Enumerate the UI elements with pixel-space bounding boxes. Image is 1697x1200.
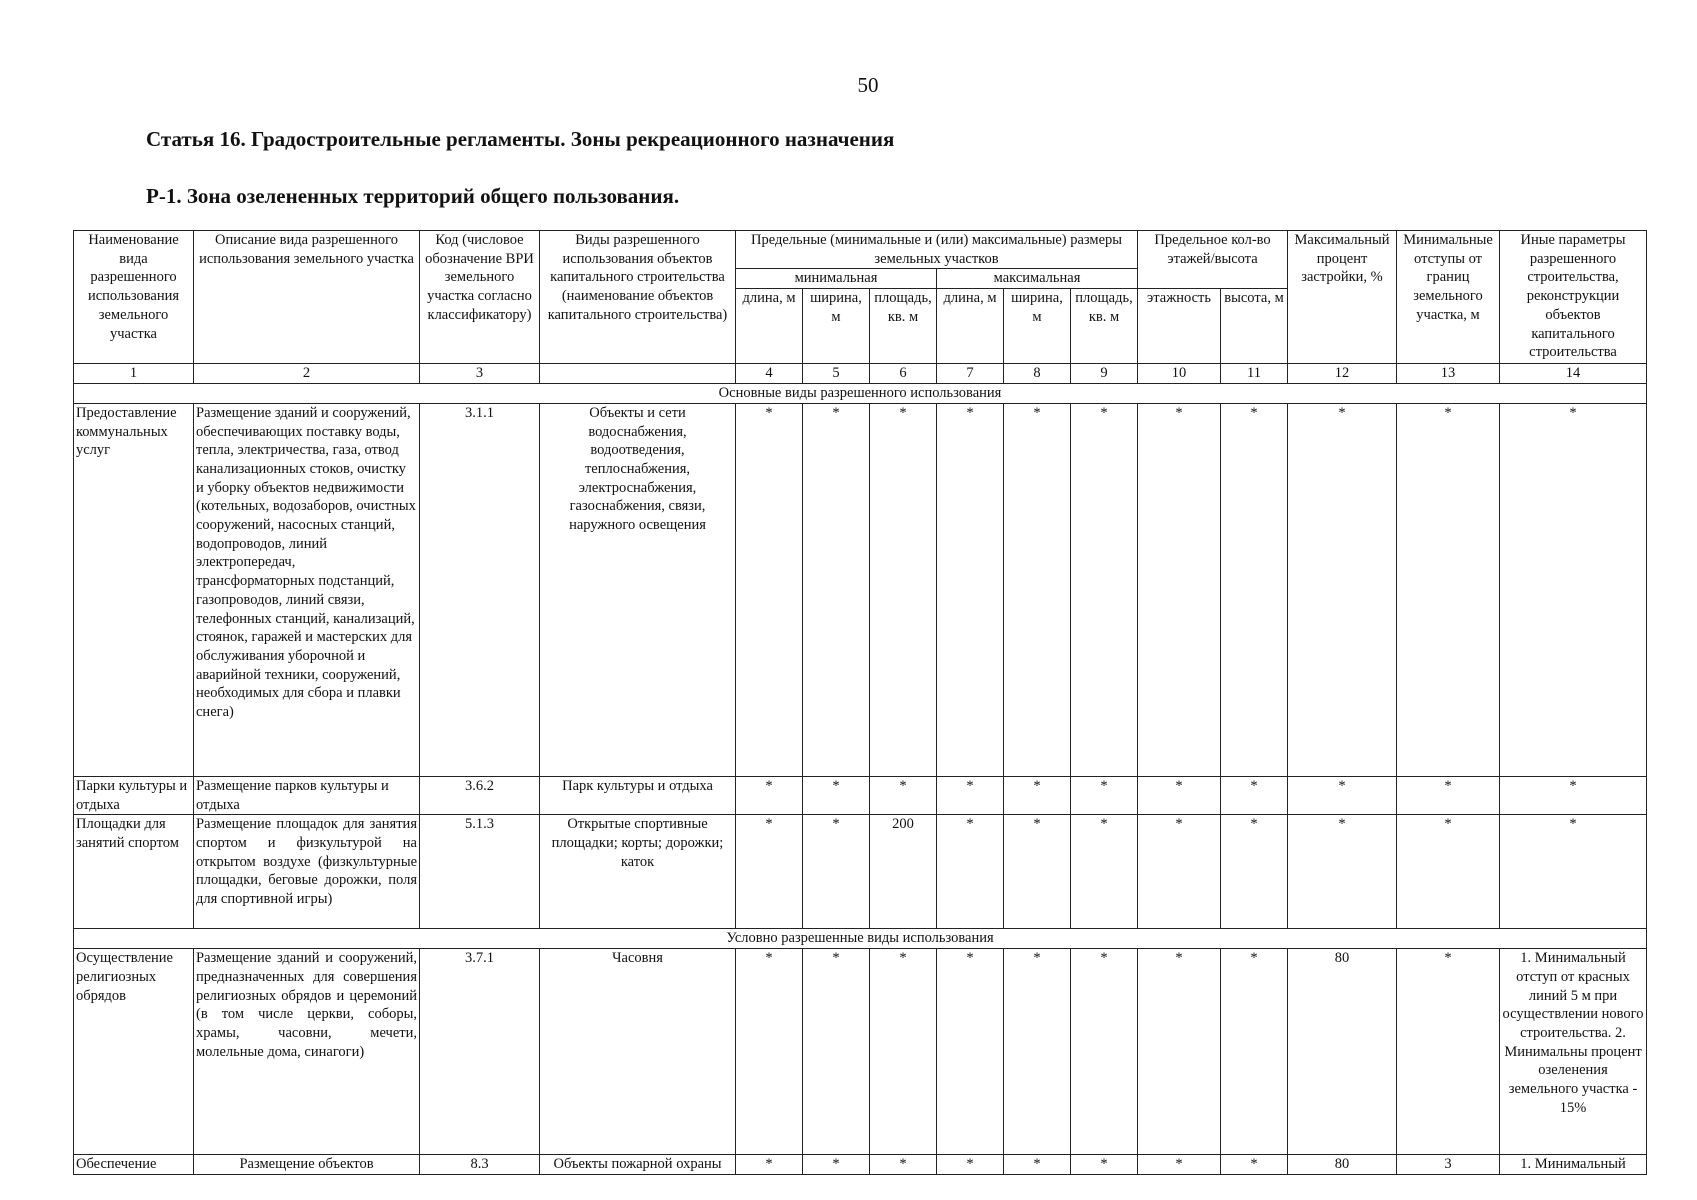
row-description: Размещение площадок для занятия спортом и физкультурой на открытом воздухе (физкультурные площадки, беговые дорожки, поля для спортивной игры) [194, 815, 420, 929]
row-description: Размещение зданий и сооружений, предназначенных для совершения религиозных обрядов и церемоний (в том числе церкви, соборы, храмы, часовни, мечети, молельные дома, синагоги) [194, 949, 420, 1155]
row-name: Парки культуры и отдыха [74, 776, 194, 814]
column-number [540, 364, 736, 384]
row-description: Размещение объектов [194, 1155, 420, 1175]
row-value: * [1004, 1155, 1071, 1175]
row-value: * [870, 949, 937, 1155]
row-value: * [1288, 815, 1397, 929]
row-code: 5.1.3 [420, 815, 540, 929]
row-value: * [1071, 1155, 1138, 1175]
row-value: * [1004, 776, 1071, 814]
row-value: * [1004, 949, 1071, 1155]
row-value: * [1138, 815, 1221, 929]
row-value: * [1221, 1155, 1288, 1175]
column-numbers-row [74, 364, 1647, 384]
zone-title: Р-1. Зона озелененных территорий общего пользования. [146, 184, 680, 208]
row-code: 3.6.2 [420, 776, 540, 814]
row-code: 8.3 [420, 1155, 540, 1175]
row-name: Предоставление коммунальных услуг [74, 403, 194, 776]
header-height: высота, м [1221, 289, 1288, 364]
row-value: * [803, 403, 870, 776]
row-value: * [1138, 1155, 1221, 1175]
row-value: * [1500, 403, 1647, 776]
header-min-area: площадь, кв. м [870, 289, 937, 364]
header-max-percent: Максимальный процент застройки, % [1288, 231, 1397, 364]
row-name: Обеспечение [74, 1155, 194, 1175]
header-min: минимальная [736, 269, 937, 289]
row-value: 3 [1397, 1155, 1500, 1175]
row-value: * [1397, 949, 1500, 1155]
table-row [74, 776, 1647, 814]
section-main: Основные виды разрешенного использования [74, 383, 1647, 403]
header-max-width: ширина, м [1004, 289, 1071, 364]
table-row [74, 1155, 1647, 1175]
column-number: 9 [1071, 364, 1138, 384]
row-value: * [803, 776, 870, 814]
row-value: * [1500, 776, 1647, 814]
row-value: * [1397, 403, 1500, 776]
header-max-area: площадь, кв. м [1071, 289, 1138, 364]
row-value: * [1221, 403, 1288, 776]
row-value: * [736, 1155, 803, 1175]
row-value: * [1138, 776, 1221, 814]
row-value: * [736, 949, 803, 1155]
page-number: 50 [857, 73, 879, 97]
row-value: * [1071, 776, 1138, 814]
column-number: 4 [736, 364, 803, 384]
row-value: * [1071, 815, 1138, 929]
row-value: * [1004, 815, 1071, 929]
row-objects: Парк культуры и отдыха [540, 776, 736, 814]
header-max-length: длина, м [937, 289, 1004, 364]
row-value: * [870, 776, 937, 814]
row-name: Площадки для занятий спортом [74, 815, 194, 929]
row-value: * [937, 949, 1004, 1155]
row-value: 200 [870, 815, 937, 929]
column-number: 12 [1288, 364, 1397, 384]
row-value: * [1397, 776, 1500, 814]
row-objects: Часовня [540, 949, 736, 1155]
table-row [74, 403, 1647, 776]
article-title: Статья 16. Градостроительные регламенты. Зоны рекреационного назначения [146, 127, 895, 151]
header-floors-height: Предельное кол-во этажей/высота [1138, 231, 1288, 289]
row-description: Размещение зданий и сооружений, обеспечивающих поставку воды, тепла, электричества, газа, отвод канализационных стоков, очистку и уборку объектов недвижимости (котельных, водозаборов, очистных сооружений, насосных станций, водопроводов, линий электропередач, трансформаторных подстанций, газопроводов, линий связи, телефонных станций, канализаций, стоянок, гаражей и мастерских для обслуживания уборочной и аварийной техники, сооружений, необходимых для сбора и плавки снега) [194, 403, 420, 776]
row-value: * [736, 776, 803, 814]
header-limits: Предельные (минимальные и (или) максимальные) размеры земельных участков [736, 231, 1138, 269]
regulations-table [73, 230, 1647, 1175]
row-value: 80 [1288, 949, 1397, 1155]
row-code: 3.7.1 [420, 949, 540, 1155]
header-min-width: ширина, м [803, 289, 870, 364]
column-number: 3 [420, 364, 540, 384]
row-value: * [1500, 815, 1647, 929]
row-value: * [937, 1155, 1004, 1175]
header-other-params: Иные параметры разрешенного строительства, реконструкции объектов капитального строительства [1500, 231, 1647, 364]
section-conditional: Условно разрешенные виды использования [74, 929, 1647, 949]
row-value: * [1221, 776, 1288, 814]
row-value: * [937, 403, 1004, 776]
column-number: 13 [1397, 364, 1500, 384]
row-value: 1. Минимальный отступ от красных линий 5 м при осуществлении нового строительства. 2. Минимальны процент озеленения земельного участка - 15% [1500, 949, 1647, 1155]
row-value: * [1221, 815, 1288, 929]
row-description: Размещение парков культуры и отдыха [194, 776, 420, 814]
row-value: * [1071, 403, 1138, 776]
row-value: * [736, 403, 803, 776]
row-value: * [1004, 403, 1071, 776]
header-max: максимальная [937, 269, 1138, 289]
row-value: * [1138, 949, 1221, 1155]
header-objects: Виды разрешенного использования объектов капитального строительства (наименование объектов капитального строительства) [540, 231, 736, 364]
row-value: * [1071, 949, 1138, 1155]
row-value: * [1397, 815, 1500, 929]
row-value: * [736, 815, 803, 929]
row-value: * [1138, 403, 1221, 776]
row-value: * [1221, 949, 1288, 1155]
column-number: 6 [870, 364, 937, 384]
header-min-setback: Минимальные отступы от границ земельного участка, м [1397, 231, 1500, 364]
row-value: * [1288, 403, 1397, 776]
header-floors: этажность [1138, 289, 1221, 364]
column-number: 2 [194, 364, 420, 384]
row-objects: Объекты и сети водоснабжения, водоотведения, теплоснабжения, электроснабжения, газоснабжения, связи, наружного освещения [540, 403, 736, 776]
row-name: Осуществление религиозных обрядов [74, 949, 194, 1155]
header-min-length: длина, м [736, 289, 803, 364]
header-description: Описание вида разрешенного использования земельного участка [194, 231, 420, 364]
table-row [74, 949, 1647, 1155]
row-objects: Объекты пожарной охраны [540, 1155, 736, 1175]
row-value: * [803, 815, 870, 929]
column-number: 10 [1138, 364, 1221, 384]
row-value: * [937, 815, 1004, 929]
row-code: 3.1.1 [420, 403, 540, 776]
column-number: 7 [937, 364, 1004, 384]
column-number: 14 [1500, 364, 1647, 384]
row-value: * [803, 949, 870, 1155]
row-value: * [937, 776, 1004, 814]
row-value: 80 [1288, 1155, 1397, 1175]
row-value: * [870, 1155, 937, 1175]
column-number: 1 [74, 364, 194, 384]
column-number: 5 [803, 364, 870, 384]
row-value: * [870, 403, 937, 776]
column-number: 11 [1221, 364, 1288, 384]
header-code: Код (числовое обозначение ВРИ земельного участка согласно классификатору) [420, 231, 540, 364]
table-row [74, 815, 1647, 929]
column-number: 8 [1004, 364, 1071, 384]
row-value: 1. Минимальный [1500, 1155, 1647, 1175]
row-objects: Открытые спортивные площадки; корты; дорожки; каток [540, 815, 736, 929]
row-value: * [803, 1155, 870, 1175]
row-value: * [1288, 776, 1397, 814]
header-name: Наименование вида разрешенного использования земельного участка [74, 231, 194, 364]
